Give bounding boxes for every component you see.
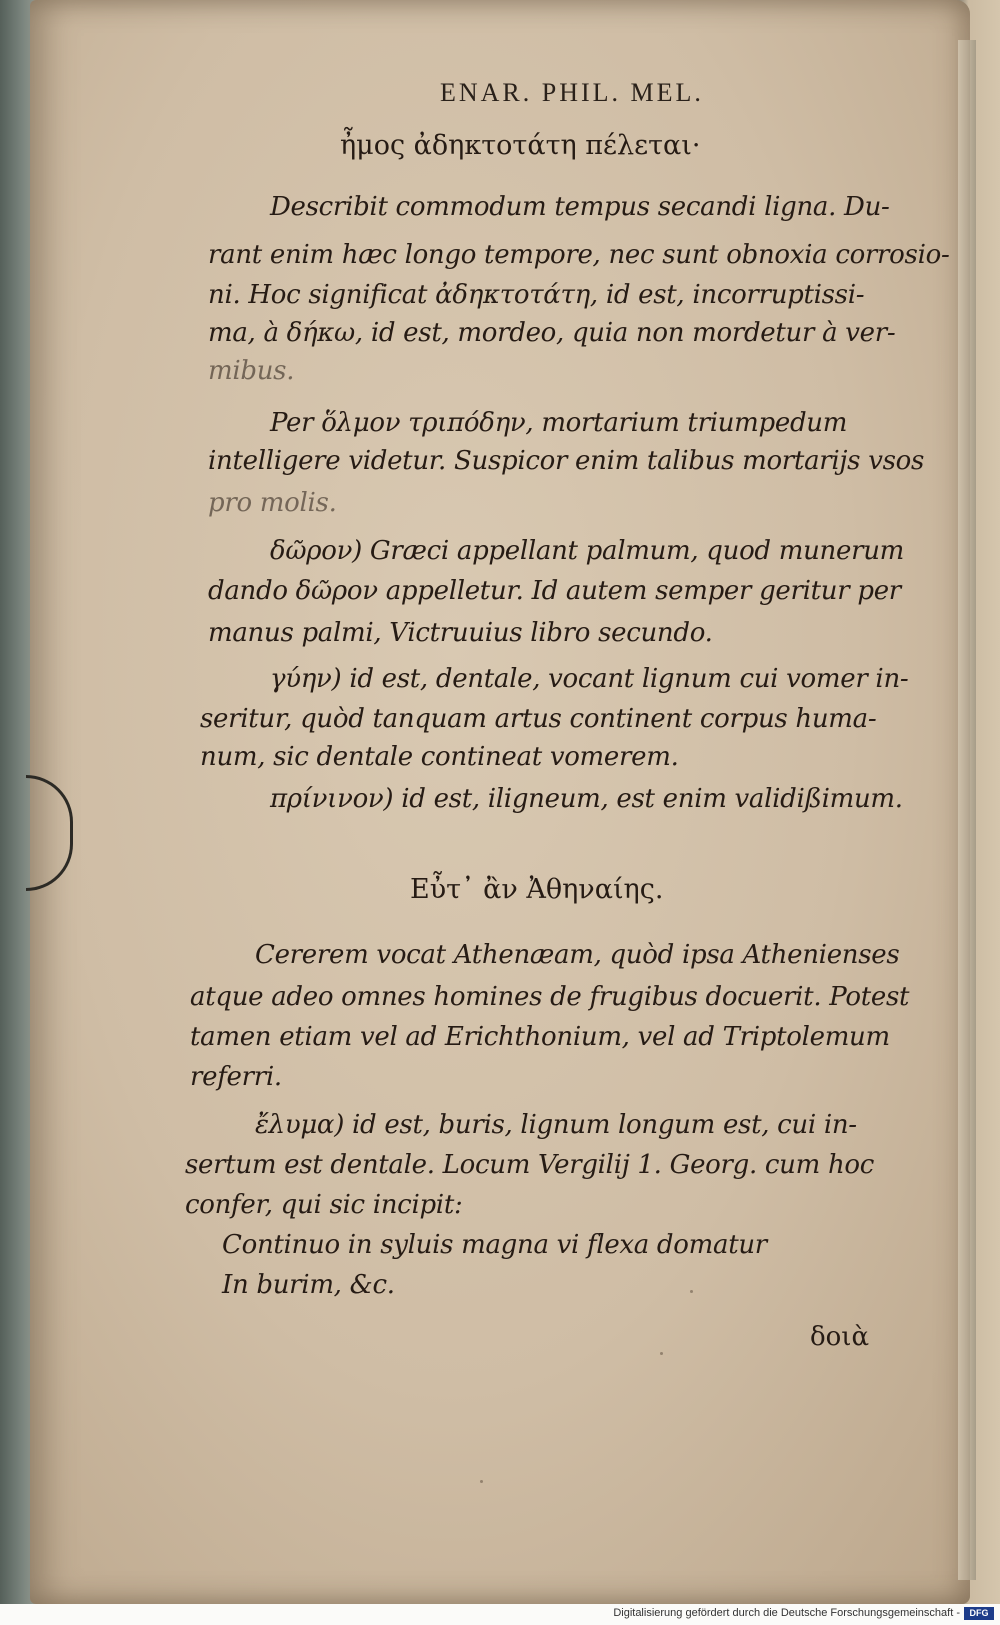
verse-line: Continuo in syluis magna vi flexa domatur: [222, 1230, 767, 1260]
text-line: ma, à δήκω, id est, mordeo, quia non mordetur à ver-: [208, 318, 896, 348]
text-line: πρίνινον) id est, iligneum, est enim validißimum.: [270, 784, 903, 814]
text-line: δῶρον) Græci appellant palmum, quod munerum: [270, 536, 905, 566]
book-page: [30, 0, 970, 1604]
text-line: rant enim hæc longo tempore, nec sunt obnoxia corrosio-: [208, 240, 950, 270]
text-line: confer, qui sic incipit:: [185, 1190, 463, 1220]
page-gutter: [958, 40, 976, 1580]
running-head: ENAR. PHIL. MEL.: [440, 78, 704, 107]
text-line: ἔλυμα) id est, buris, lignum longum est, cui in-: [255, 1110, 857, 1140]
dfg-logo: DFG: [964, 1607, 994, 1620]
text-line: manus palmi, Victruuius libro secundo.: [208, 618, 713, 648]
clasp-ring: [26, 775, 73, 891]
verse-line: In burim, &c.: [222, 1270, 395, 1300]
text-line: Per ὅλμον τριπόδην, mortarium triumpedum: [270, 408, 848, 438]
lemma-heading: ἦμος ἀδηκτοτάτη πέλεται·: [340, 130, 701, 161]
text-line: dando δῶρον appelletur. Id autem semper geritur per: [208, 576, 901, 606]
footer-credit: Digitalisierung gefördert durch die Deutsche Forschungsgemeinschaft -: [613, 1607, 960, 1619]
digitization-footer: [0, 1604, 1000, 1625]
text-line: Describit commodum tempus secandi ligna. Du-: [270, 192, 890, 222]
catchword: δοιὰ: [810, 1322, 870, 1352]
text-line: intelligere videtur. Suspicor enim talibus mortarijs vsos: [208, 446, 925, 476]
text-line: tamen etiam vel ad Erichthonium, vel ad Triptolemum: [190, 1022, 890, 1052]
text-line: atque adeo omnes homines de frugibus docuerit. Potest: [190, 982, 910, 1012]
text-line: Cererem vocat Athenæam, quòd ipsa Athenienses: [255, 940, 900, 970]
text-line: pro molis.: [208, 488, 337, 518]
text-line: sertum est dentale. Locum Vergilij 1. Georg. cum hoc: [185, 1150, 875, 1180]
text-line: ni. Hoc significat ἀδηκτοτάτη, id est, incorruptissi-: [208, 280, 865, 310]
lemma-heading: Εὖτ᾽ ἂν Ἀθηναίης.: [410, 874, 664, 905]
text-line: referri.: [190, 1062, 282, 1092]
text-line: γύην) id est, dentale, vocant lignum cui vomer in-: [270, 664, 909, 694]
text-line: seritur, quòd tanquam artus continent corpus huma-: [200, 704, 877, 734]
text-line: num, sic dentale contineat vomerem.: [200, 742, 679, 772]
text-line: mibus.: [208, 356, 295, 386]
